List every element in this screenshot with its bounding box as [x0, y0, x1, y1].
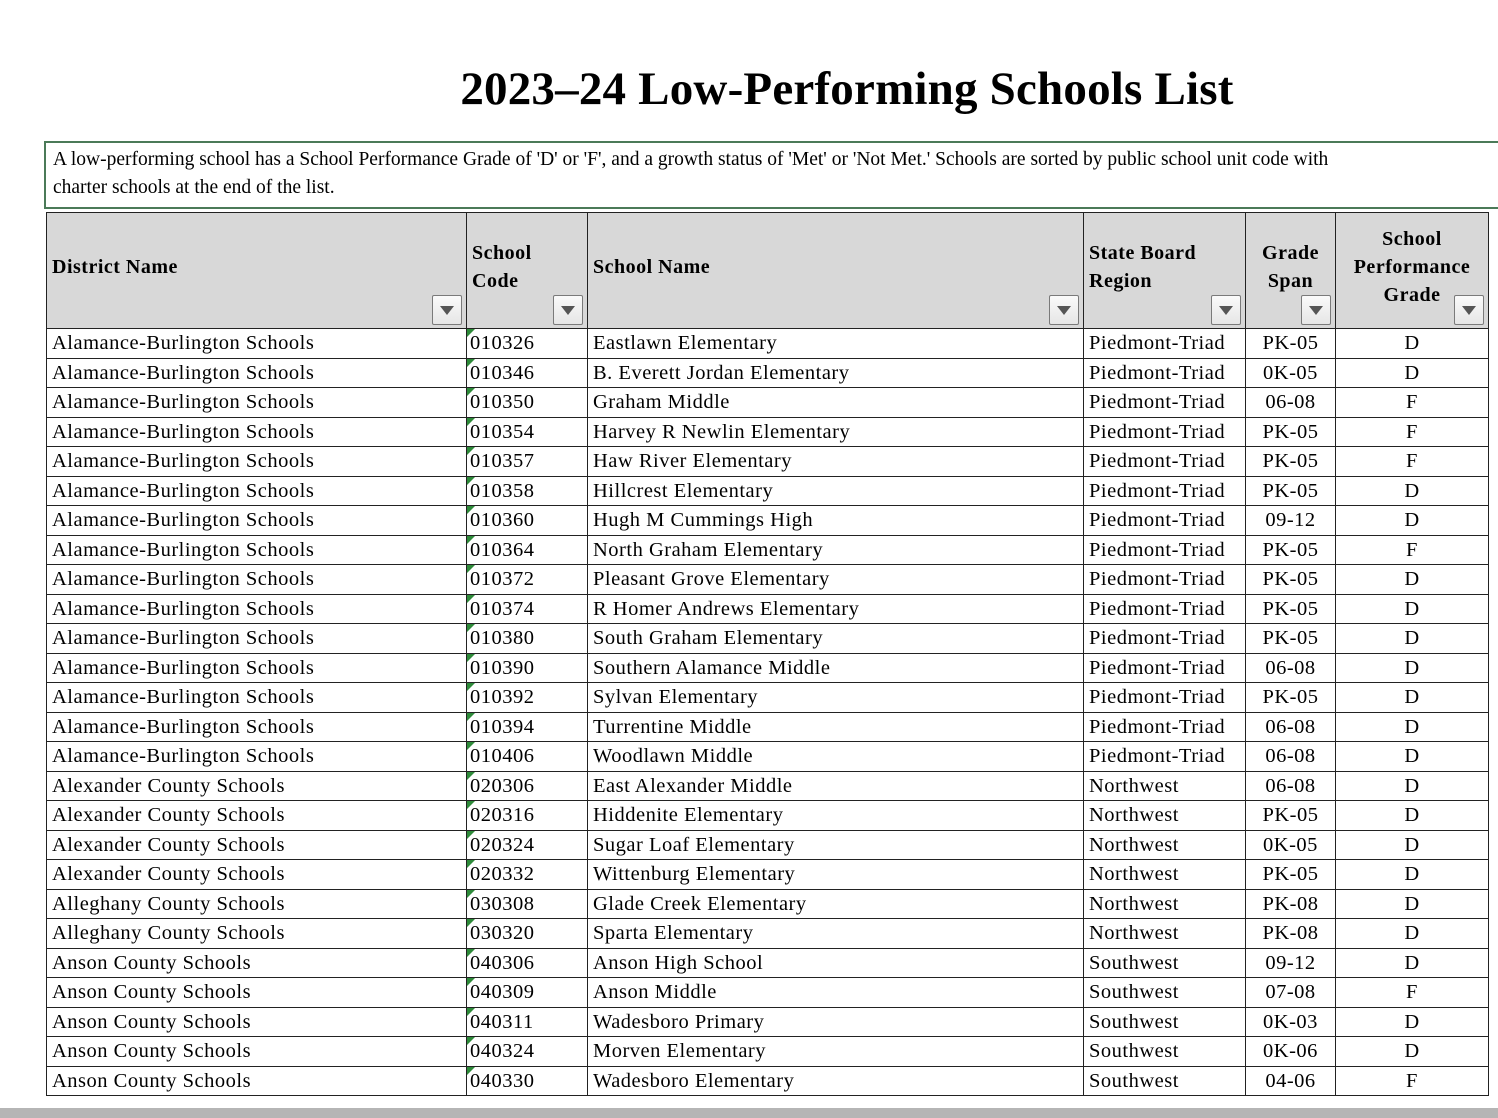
cell-school-code[interactable]: 040330 [467, 1066, 588, 1096]
cell-district-name[interactable]: Anson County Schools [47, 948, 467, 978]
cell-grade-span[interactable]: 07-08 [1246, 978, 1336, 1008]
cell-district-name[interactable]: Alexander County Schools [47, 771, 467, 801]
cell-state-board-region[interactable]: Piedmont-Triad [1084, 447, 1246, 477]
cell-performance-grade[interactable]: D [1336, 329, 1489, 359]
cell-school-name[interactable]: R Homer Andrews Elementary [588, 594, 1084, 624]
region-filter-dropdown-icon[interactable] [1211, 295, 1241, 325]
table-row [47, 624, 1489, 654]
cell-performance-grade[interactable]: D [1336, 889, 1489, 919]
cell-performance-grade[interactable]: F [1336, 447, 1489, 477]
cell-school-name[interactable]: Haw River Elementary [588, 447, 1084, 477]
cell-grade-span[interactable]: PK-05 [1246, 624, 1336, 654]
cell-performance-grade[interactable]: D [1336, 860, 1489, 890]
header-district-name [47, 213, 467, 329]
cell-state-board-region[interactable]: Southwest [1084, 1066, 1246, 1096]
cell-district-name[interactable]: Alexander County Schools [47, 860, 467, 890]
cell-school-code[interactable]: 010392 [467, 683, 588, 713]
cell-district-name[interactable]: Alamance-Burlington Schools [47, 712, 467, 742]
table-row [47, 388, 1489, 418]
cell-state-board-region[interactable]: Piedmont-Triad [1084, 712, 1246, 742]
table-row [47, 1037, 1489, 1067]
cell-grade-span[interactable]: PK-05 [1246, 535, 1336, 565]
cell-school-name[interactable]: Hillcrest Elementary [588, 476, 1084, 506]
cell-performance-grade[interactable]: D [1336, 476, 1489, 506]
cell-state-board-region[interactable]: Southwest [1084, 1007, 1246, 1037]
cell-school-code[interactable]: 010394 [467, 712, 588, 742]
cell-state-board-region[interactable]: Piedmont-Triad [1084, 358, 1246, 388]
cell-school-name[interactable]: Turrentine Middle [588, 712, 1084, 742]
header-school-code [467, 213, 588, 329]
cell-district-name[interactable]: Alleghany County Schools [47, 919, 467, 949]
cell-performance-grade[interactable]: D [1336, 565, 1489, 595]
cell-district-name[interactable]: Anson County Schools [47, 1037, 467, 1067]
cell-state-board-region[interactable]: Piedmont-Triad [1084, 535, 1246, 565]
cell-school-name[interactable]: Hugh M Cummings High [588, 506, 1084, 536]
cell-state-board-region[interactable]: Southwest [1084, 1037, 1246, 1067]
cell-school-code[interactable]: 030320 [467, 919, 588, 949]
cell-state-board-region[interactable]: Northwest [1084, 830, 1246, 860]
cell-school-name[interactable]: Wadesboro Primary [588, 1007, 1084, 1037]
cell-school-name[interactable]: Wittenburg Elementary [588, 860, 1084, 890]
cell-school-code[interactable]: 010358 [467, 476, 588, 506]
table-row [47, 653, 1489, 683]
cell-grade-span[interactable]: 06-08 [1246, 742, 1336, 772]
description-line-2: charter schools at the end of the list. [53, 177, 335, 198]
cell-performance-grade[interactable]: F [1336, 417, 1489, 447]
cell-district-name[interactable]: Alexander County Schools [47, 830, 467, 860]
table-row [47, 447, 1489, 477]
header-performance-grade-label: School Performance Grade [1353, 227, 1471, 306]
cell-grade-span[interactable]: 06-08 [1246, 388, 1336, 418]
cell-performance-grade[interactable]: D [1336, 771, 1489, 801]
cell-performance-grade[interactable]: D [1336, 358, 1489, 388]
cell-performance-grade[interactable]: F [1336, 1066, 1489, 1096]
table-row [47, 919, 1489, 949]
bottom-scroll-shade [0, 1108, 1498, 1118]
cell-school-code[interactable]: 010326 [467, 329, 588, 359]
span-filter-dropdown-icon[interactable] [1301, 295, 1331, 325]
cell-school-code[interactable]: 010357 [467, 447, 588, 477]
cell-school-name[interactable]: Sugar Loaf Elementary [588, 830, 1084, 860]
cell-school-name[interactable]: Eastlawn Elementary [588, 329, 1084, 359]
cell-state-board-region[interactable]: Piedmont-Triad [1084, 565, 1246, 595]
cell-district-name[interactable]: Alamance-Burlington Schools [47, 565, 467, 595]
cell-grade-span[interactable]: PK-05 [1246, 860, 1336, 890]
cell-school-code[interactable]: 010372 [467, 565, 588, 595]
cell-school-code[interactable]: 010346 [467, 358, 588, 388]
cell-school-name[interactable]: Wadesboro Elementary [588, 1066, 1084, 1096]
cell-district-name[interactable]: Alamance-Burlington Schools [47, 742, 467, 772]
cell-state-board-region[interactable]: Piedmont-Triad [1084, 506, 1246, 536]
cell-grade-span[interactable]: 06-08 [1246, 653, 1336, 683]
cell-school-code[interactable]: 040309 [467, 978, 588, 1008]
cell-school-code[interactable]: 040311 [467, 1007, 588, 1037]
cell-state-board-region[interactable]: Piedmont-Triad [1084, 476, 1246, 506]
cell-performance-grade[interactable]: D [1336, 1037, 1489, 1067]
cell-state-board-region[interactable]: Piedmont-Triad [1084, 594, 1246, 624]
table-row [47, 683, 1489, 713]
table-row [47, 742, 1489, 772]
cell-district-name[interactable]: Alamance-Burlington Schools [47, 417, 467, 447]
cell-school-name[interactable]: Morven Elementary [588, 1037, 1084, 1067]
header-grade-span-label: Grade Span [1262, 241, 1319, 292]
table-row [47, 948, 1489, 978]
cell-school-name[interactable]: Anson Middle [588, 978, 1084, 1008]
table-row [47, 329, 1489, 359]
header-grade-span [1246, 213, 1336, 329]
cell-grade-span[interactable]: PK-05 [1246, 683, 1336, 713]
header-region-label: State Board Region [1089, 241, 1197, 292]
cell-district-name[interactable]: Alamance-Burlington Schools [47, 535, 467, 565]
cell-performance-grade[interactable]: D [1336, 712, 1489, 742]
cell-performance-grade[interactable]: D [1336, 742, 1489, 772]
cell-performance-grade[interactable]: D [1336, 653, 1489, 683]
table-row [47, 830, 1489, 860]
cell-school-name[interactable]: Graham Middle [588, 388, 1084, 418]
description-box [44, 141, 1498, 209]
cell-school-code[interactable]: 010354 [467, 417, 588, 447]
cell-state-board-region[interactable]: Northwest [1084, 801, 1246, 831]
grade-filter-dropdown-icon[interactable] [1454, 295, 1484, 325]
cell-school-code[interactable]: 010350 [467, 388, 588, 418]
cell-district-name[interactable]: Alamance-Burlington Schools [47, 358, 467, 388]
cell-state-board-region[interactable]: Southwest [1084, 948, 1246, 978]
cell-district-name[interactable]: Anson County Schools [47, 1007, 467, 1037]
page-title: 2023–24 Low-Performing Schools List [460, 63, 1234, 115]
cell-grade-span[interactable]: PK-05 [1246, 447, 1336, 477]
cell-performance-grade[interactable]: D [1336, 801, 1489, 831]
cell-state-board-region[interactable]: Piedmont-Triad [1084, 624, 1246, 654]
cell-school-code[interactable]: 010390 [467, 653, 588, 683]
cell-grade-span[interactable]: PK-05 [1246, 417, 1336, 447]
cell-district-name[interactable]: Alamance-Burlington Schools [47, 388, 467, 418]
cell-school-code[interactable]: 040324 [467, 1037, 588, 1067]
table-row [47, 860, 1489, 890]
cell-school-code[interactable]: 010380 [467, 624, 588, 654]
cell-district-name[interactable]: Alamance-Burlington Schools [47, 683, 467, 713]
cell-district-name[interactable]: Alamance-Burlington Schools [47, 329, 467, 359]
cell-school-code[interactable]: 020332 [467, 860, 588, 890]
cell-state-board-region[interactable]: Northwest [1084, 919, 1246, 949]
cell-performance-grade[interactable]: D [1336, 948, 1489, 978]
table-row [47, 978, 1489, 1008]
cell-performance-grade[interactable]: D [1336, 506, 1489, 536]
cell-grade-span[interactable]: PK-05 [1246, 565, 1336, 595]
table-row [47, 889, 1489, 919]
table-row [47, 594, 1489, 624]
cell-school-name[interactable]: South Graham Elementary [588, 624, 1084, 654]
table-row [47, 565, 1489, 595]
cell-grade-span[interactable]: 0K-05 [1246, 830, 1336, 860]
cell-district-name[interactable]: Alamance-Burlington Schools [47, 594, 467, 624]
header-school-code-label: School Code [472, 241, 532, 292]
header-performance-grade [1336, 213, 1489, 329]
cell-school-name[interactable]: Woodlawn Middle [588, 742, 1084, 772]
cell-district-name[interactable]: Alexander County Schools [47, 801, 467, 831]
cell-grade-span[interactable]: PK-08 [1246, 919, 1336, 949]
district-filter-dropdown-icon[interactable] [432, 295, 462, 325]
cell-grade-span[interactable]: 0K-05 [1246, 358, 1336, 388]
cell-state-board-region[interactable]: Piedmont-Triad [1084, 417, 1246, 447]
cell-performance-grade[interactable]: D [1336, 830, 1489, 860]
cell-state-board-region[interactable]: Northwest [1084, 860, 1246, 890]
cell-school-code[interactable]: 040306 [467, 948, 588, 978]
table-row [47, 1007, 1489, 1037]
cell-grade-span[interactable]: 09-12 [1246, 506, 1336, 536]
cell-grade-span[interactable]: PK-08 [1246, 889, 1336, 919]
cell-grade-span[interactable]: 0K-03 [1246, 1007, 1336, 1037]
table-body [47, 329, 1489, 1096]
cell-school-code[interactable]: 020324 [467, 830, 588, 860]
cell-school-name[interactable]: Anson High School [588, 948, 1084, 978]
schools-table [46, 212, 1489, 1096]
cell-school-name[interactable]: Sylvan Elementary [588, 683, 1084, 713]
cell-grade-span[interactable]: PK-05 [1246, 594, 1336, 624]
cell-state-board-region[interactable]: Piedmont-Triad [1084, 329, 1246, 359]
cell-performance-grade[interactable]: D [1336, 683, 1489, 713]
header-district-name-label: District Name [52, 255, 178, 278]
cell-state-board-region[interactable]: Piedmont-Triad [1084, 388, 1246, 418]
cell-state-board-region[interactable]: Piedmont-Triad [1084, 683, 1246, 713]
cell-performance-grade[interactable]: F [1336, 535, 1489, 565]
table-row [47, 417, 1489, 447]
cell-district-name[interactable]: Alamance-Burlington Schools [47, 506, 467, 536]
cell-district-name[interactable]: Alleghany County Schools [47, 889, 467, 919]
cell-school-name[interactable]: Southern Alamance Middle [588, 653, 1084, 683]
code-filter-dropdown-icon[interactable] [553, 295, 583, 325]
cell-school-code[interactable]: 020316 [467, 801, 588, 831]
cell-school-name[interactable]: B. Everett Jordan Elementary [588, 358, 1084, 388]
cell-district-name[interactable]: Alamance-Burlington Schools [47, 653, 467, 683]
cell-grade-span[interactable]: 0K-06 [1246, 1037, 1336, 1067]
cell-school-code[interactable]: 020306 [467, 771, 588, 801]
cell-school-name[interactable]: Sparta Elementary [588, 919, 1084, 949]
header-school-name [588, 213, 1084, 329]
table-row [47, 712, 1489, 742]
cell-performance-grade[interactable]: D [1336, 1007, 1489, 1037]
cell-district-name[interactable]: Anson County Schools [47, 1066, 467, 1096]
header-state-board-region [1084, 213, 1246, 329]
cell-grade-span[interactable]: PK-05 [1246, 476, 1336, 506]
cell-state-board-region[interactable]: Piedmont-Triad [1084, 653, 1246, 683]
cell-district-name[interactable]: Alamance-Burlington Schools [47, 476, 467, 506]
cell-school-name[interactable]: Harvey R Newlin Elementary [588, 417, 1084, 447]
table-row [47, 1066, 1489, 1096]
cell-grade-span[interactable]: 04-06 [1246, 1066, 1336, 1096]
cell-grade-span[interactable]: PK-05 [1246, 801, 1336, 831]
cell-state-board-region[interactable]: Northwest [1084, 889, 1246, 919]
table-row [47, 535, 1489, 565]
cell-grade-span[interactable]: 09-12 [1246, 948, 1336, 978]
cell-school-code[interactable]: 010360 [467, 506, 588, 536]
cell-performance-grade[interactable]: D [1336, 624, 1489, 654]
cell-performance-grade[interactable]: D [1336, 919, 1489, 949]
table-row [47, 476, 1489, 506]
cell-school-code[interactable]: 030308 [467, 889, 588, 919]
header-row [47, 213, 1489, 329]
cell-state-board-region[interactable]: Piedmont-Triad [1084, 742, 1246, 772]
description-line-1: A low-performing school has a School Performance Grade of 'D' or 'F', and a growth status of 'Met' or 'Not Met.' Schools are sorted by public school unit code with [53, 149, 1329, 170]
table-row [47, 801, 1489, 831]
cell-grade-span[interactable]: PK-05 [1246, 329, 1336, 359]
cell-school-code[interactable]: 010406 [467, 742, 588, 772]
cell-district-name[interactable]: Alamance-Burlington Schools [47, 447, 467, 477]
cell-state-board-region[interactable]: Northwest [1084, 771, 1246, 801]
cell-school-name[interactable]: East Alexander Middle [588, 771, 1084, 801]
cell-school-name[interactable]: North Graham Elementary [588, 535, 1084, 565]
table-row [47, 358, 1489, 388]
cell-school-code[interactable]: 010364 [467, 535, 588, 565]
cell-performance-grade[interactable]: D [1336, 594, 1489, 624]
cell-school-name[interactable]: Pleasant Grove Elementary [588, 565, 1084, 595]
cell-grade-span[interactable]: 06-08 [1246, 712, 1336, 742]
header-school-name-label: School Name [593, 255, 711, 278]
schools-table-container [46, 212, 1489, 1096]
cell-school-name[interactable]: Glade Creek Elementary [588, 889, 1084, 919]
cell-performance-grade[interactable]: F [1336, 978, 1489, 1008]
table-row [47, 506, 1489, 536]
cell-district-name[interactable]: Anson County Schools [47, 978, 467, 1008]
cell-state-board-region[interactable]: Southwest [1084, 978, 1246, 1008]
cell-district-name[interactable]: Alamance-Burlington Schools [47, 624, 467, 654]
cell-school-code[interactable]: 010374 [467, 594, 588, 624]
table-row [47, 771, 1489, 801]
cell-performance-grade[interactable]: F [1336, 388, 1489, 418]
school-filter-dropdown-icon[interactable] [1049, 295, 1079, 325]
cell-grade-span[interactable]: 06-08 [1246, 771, 1336, 801]
cell-school-name[interactable]: Hiddenite Elementary [588, 801, 1084, 831]
